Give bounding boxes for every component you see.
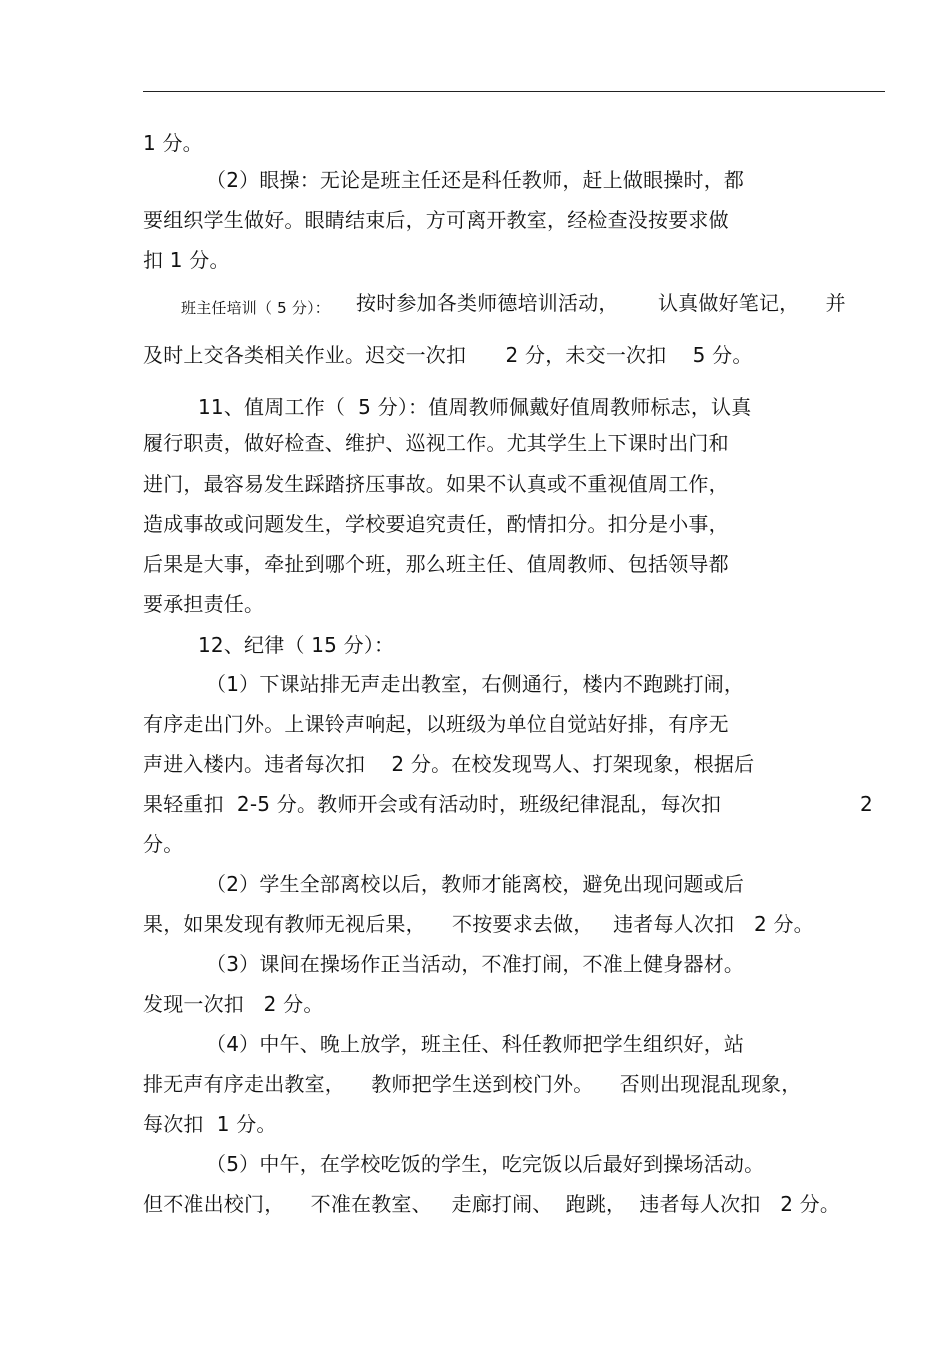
text-line: 按时参加各类师德培训活动， 认真做好笔记， 并 [356, 291, 846, 315]
text-line: 进门，最容易发生踩踏挤压事故。如果不认真或不重视值周工作， [143, 472, 729, 496]
text-line: （1）下课站排无声走出教室，右侧通行，楼内不跑跳打闹， [206, 672, 745, 696]
text-line: 声进入楼内。违者每次扣 2 分。在校发现骂人、打架现象，根据后 [143, 752, 755, 776]
text-line: 每次扣 1 分。 [143, 1112, 277, 1136]
text-line: 及时上交各类相关作业。迟交一次扣 2 分，未交一次扣 5 分。 [143, 343, 753, 367]
text-line: 发现一次扣 2 分。 [143, 992, 324, 1016]
text-line: 但不准出校门， 不准在教室、 走廊打闹、 跑跳， 违者每人次扣 2 分。 [143, 1192, 841, 1216]
text-line: 有序走出门外。上课铃声响起，以班级为单位自觉站好排，有序无 [143, 712, 729, 736]
text-line: 要承担责任。 [143, 592, 265, 616]
text-line: （2）学生全部离校以后，教师才能离校，避免出现问题或后 [206, 872, 745, 896]
text-line: 班主任培训（ 5 分）： [181, 299, 330, 317]
text-line: 造成事故或问题发生，学校要追究责任，酌情扣分。扣分是小事， [143, 512, 729, 536]
text-line: 分。 [143, 832, 184, 856]
text-line: 果，如果发现有教师无视后果， 不按要求去做， 违者每人次扣 2 分。 [143, 912, 814, 936]
header-rule [143, 91, 885, 92]
text-line: 排无声有序走出教室， 教师把学生送到校门外。 否则出现混乱现象， [143, 1072, 802, 1096]
text-line: 2 [860, 792, 873, 816]
text-line: 履行职责，做好检查、维护、巡视工作。尤其学生上下课时出门和 [143, 431, 729, 455]
text-line: （4）中午、晚上放学，班主任、科任教师把学生组织好，站 [206, 1032, 745, 1056]
text-line: 要组织学生做好。眼睛结束后，方可离开教室，经检查没按要求做 [143, 208, 729, 232]
text-line: 11、值周工作（ 5 分）：值周教师佩戴好值周教师标志，认真 [198, 395, 752, 419]
text-line: 后果是大事，牵扯到哪个班，那么班主任、值周教师、包括领导都 [143, 552, 729, 576]
text-line: 果轻重扣 2-5 分。教师开会或有活动时，班级纪律混乱，每次扣 [143, 792, 722, 816]
text-line: （3）课间在操场作正当活动，不准打闹，不准上健身器材。 [206, 952, 745, 976]
text-line: （5）中午，在学校吃饭的学生，吃完饭以后最好到操场活动。 [206, 1152, 765, 1176]
text-line: （2）眼操：无论是班主任还是科任教师，赶上做眼操时，都 [206, 168, 745, 192]
text-line: 12、纪律（ 15 分）： [198, 633, 395, 657]
text-line: 1 分。 [143, 131, 203, 155]
text-line: 扣 1 分。 [143, 248, 230, 272]
